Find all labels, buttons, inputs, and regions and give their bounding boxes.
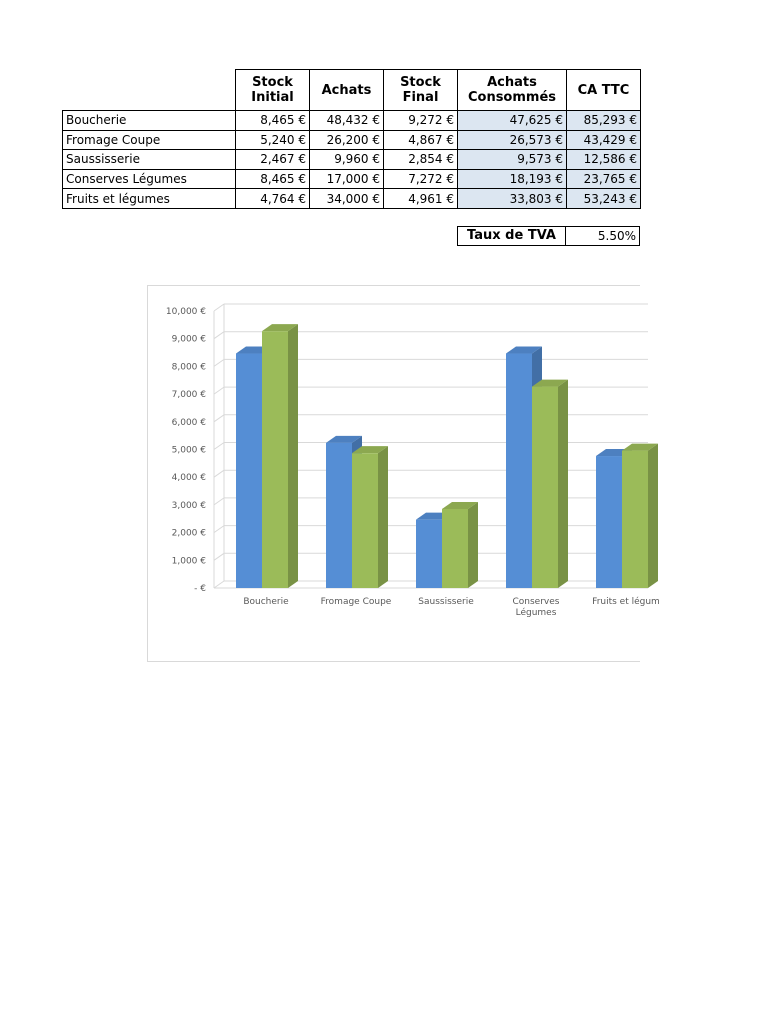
bar — [532, 380, 568, 588]
column-header-stock-initial: Stock Initial — [236, 70, 310, 111]
bar — [442, 502, 478, 588]
table-corner-cell — [63, 70, 236, 111]
bar-front-face — [236, 354, 262, 588]
cell-stock-final[interactable]: 7,272 € — [384, 169, 458, 189]
tva-block — [457, 226, 640, 246]
gridline-depth — [214, 415, 224, 422]
cell-achats[interactable]: 17,000 € — [310, 169, 384, 189]
cell-achats-consommes[interactable]: 33,803 € — [458, 189, 567, 209]
row-label[interactable]: Fruits et légumes — [63, 189, 236, 209]
cell-achats[interactable]: 34,000 € — [310, 189, 384, 209]
chart-canvas — [148, 286, 660, 663]
column-header-achats-consommes: Achats Consommés — [458, 70, 567, 111]
gridline-depth — [214, 581, 224, 588]
y-tick-label: 7,000 € — [171, 390, 206, 401]
y-tick-label: 3,000 € — [171, 500, 206, 511]
column-header-achats: Achats — [310, 70, 384, 111]
cell-stock-initial[interactable]: 4,764 € — [236, 189, 310, 209]
cell-achats-consommes[interactable]: 9,573 € — [458, 150, 567, 170]
cell-ca-ttc[interactable]: 12,586 € — [567, 150, 641, 170]
cell-stock-final[interactable]: 4,867 € — [384, 130, 458, 150]
x-tick-label: Boucherie — [243, 597, 289, 607]
x-tick-label: Légumes — [515, 608, 557, 618]
cell-stock-initial[interactable]: 8,465 € — [236, 111, 310, 131]
cell-stock-final[interactable]: 4,961 € — [384, 189, 458, 209]
y-tick-label: 2,000 € — [171, 528, 206, 539]
gridline-depth — [214, 387, 224, 394]
bar-side-face — [648, 444, 658, 588]
cell-stock-initial[interactable]: 5,240 € — [236, 130, 310, 150]
table-row — [63, 189, 641, 209]
bar-front-face — [326, 443, 352, 588]
x-tick-label: Conserves — [512, 597, 560, 607]
tva-label[interactable]: Taux de TVA — [457, 226, 566, 246]
bar — [622, 444, 658, 588]
bar-side-face — [288, 324, 298, 588]
cell-ca-ttc[interactable]: 53,243 € — [567, 189, 641, 209]
bar-front-face — [596, 456, 622, 588]
bar-front-face — [532, 387, 558, 588]
y-tick-label: 8,000 € — [171, 362, 206, 373]
tva-value-cell[interactable]: 5.50% — [566, 226, 640, 246]
gridline-depth — [214, 359, 224, 366]
x-tick-label: Saussisserie — [418, 597, 474, 607]
gridline-depth — [214, 470, 224, 477]
bar — [262, 324, 298, 588]
bar-front-face — [442, 509, 468, 588]
row-label[interactable]: Conserves Légumes — [63, 169, 236, 189]
bar-front-face — [506, 354, 532, 588]
cell-achats-consommes[interactable]: 26,573 € — [458, 130, 567, 150]
stock-chart[interactable] — [147, 285, 660, 662]
x-tick-label: Fromage Coupe — [320, 597, 392, 607]
stock-table — [62, 69, 641, 209]
bar-front-face — [622, 451, 648, 588]
bar-side-face — [378, 446, 388, 588]
x-tick-label: Fruits et légum — [592, 597, 660, 607]
column-header-stock-final: Stock Final — [384, 70, 458, 111]
cell-achats[interactable]: 9,960 € — [310, 150, 384, 170]
cell-achats[interactable]: 26,200 € — [310, 130, 384, 150]
table-row — [63, 111, 641, 131]
bar-front-face — [262, 331, 288, 588]
bar — [352, 446, 388, 588]
bar-front-face — [416, 520, 442, 588]
table-header-row — [63, 70, 641, 111]
gridline-depth — [214, 553, 224, 560]
cell-achats-consommes[interactable]: 18,193 € — [458, 169, 567, 189]
y-tick-label: 4,000 € — [171, 473, 206, 484]
cell-stock-initial[interactable]: 2,467 € — [236, 150, 310, 170]
table-row — [63, 169, 641, 189]
table-row — [63, 150, 641, 170]
cell-stock-final[interactable]: 2,854 € — [384, 150, 458, 170]
cell-stock-initial[interactable]: 8,465 € — [236, 169, 310, 189]
gridline-depth — [214, 304, 224, 311]
gridline-depth — [214, 526, 224, 533]
cell-stock-final[interactable]: 9,272 € — [384, 111, 458, 131]
y-tick-label: 9,000 € — [171, 334, 206, 345]
bars — [236, 324, 658, 588]
cell-achats[interactable]: 48,432 € — [310, 111, 384, 131]
gridline-depth — [214, 332, 224, 339]
row-label[interactable]: Boucherie — [63, 111, 236, 131]
cell-achats-consommes[interactable]: 47,625 € — [458, 111, 567, 131]
y-tick-label: - € — [194, 584, 206, 594]
cell-ca-ttc[interactable]: 23,765 € — [567, 169, 641, 189]
row-label[interactable]: Fromage Coupe — [63, 130, 236, 150]
y-tick-label: 1,000 € — [171, 556, 206, 567]
table-row — [63, 130, 641, 150]
gridline-depth — [214, 443, 224, 450]
column-header-ca-ttc: CA TTC — [567, 70, 641, 111]
bar-side-face — [468, 502, 478, 588]
y-tick-label: 6,000 € — [171, 417, 206, 428]
y-tick-label: 5,000 € — [171, 445, 206, 456]
gridline-depth — [214, 498, 224, 505]
cell-ca-ttc[interactable]: 85,293 € — [567, 111, 641, 131]
bar-side-face — [558, 380, 568, 588]
y-tick-label: 10,000 € — [165, 307, 206, 317]
row-label[interactable]: Saussisserie — [63, 150, 236, 170]
bar-front-face — [352, 453, 378, 588]
cell-ca-ttc[interactable]: 43,429 € — [567, 130, 641, 150]
